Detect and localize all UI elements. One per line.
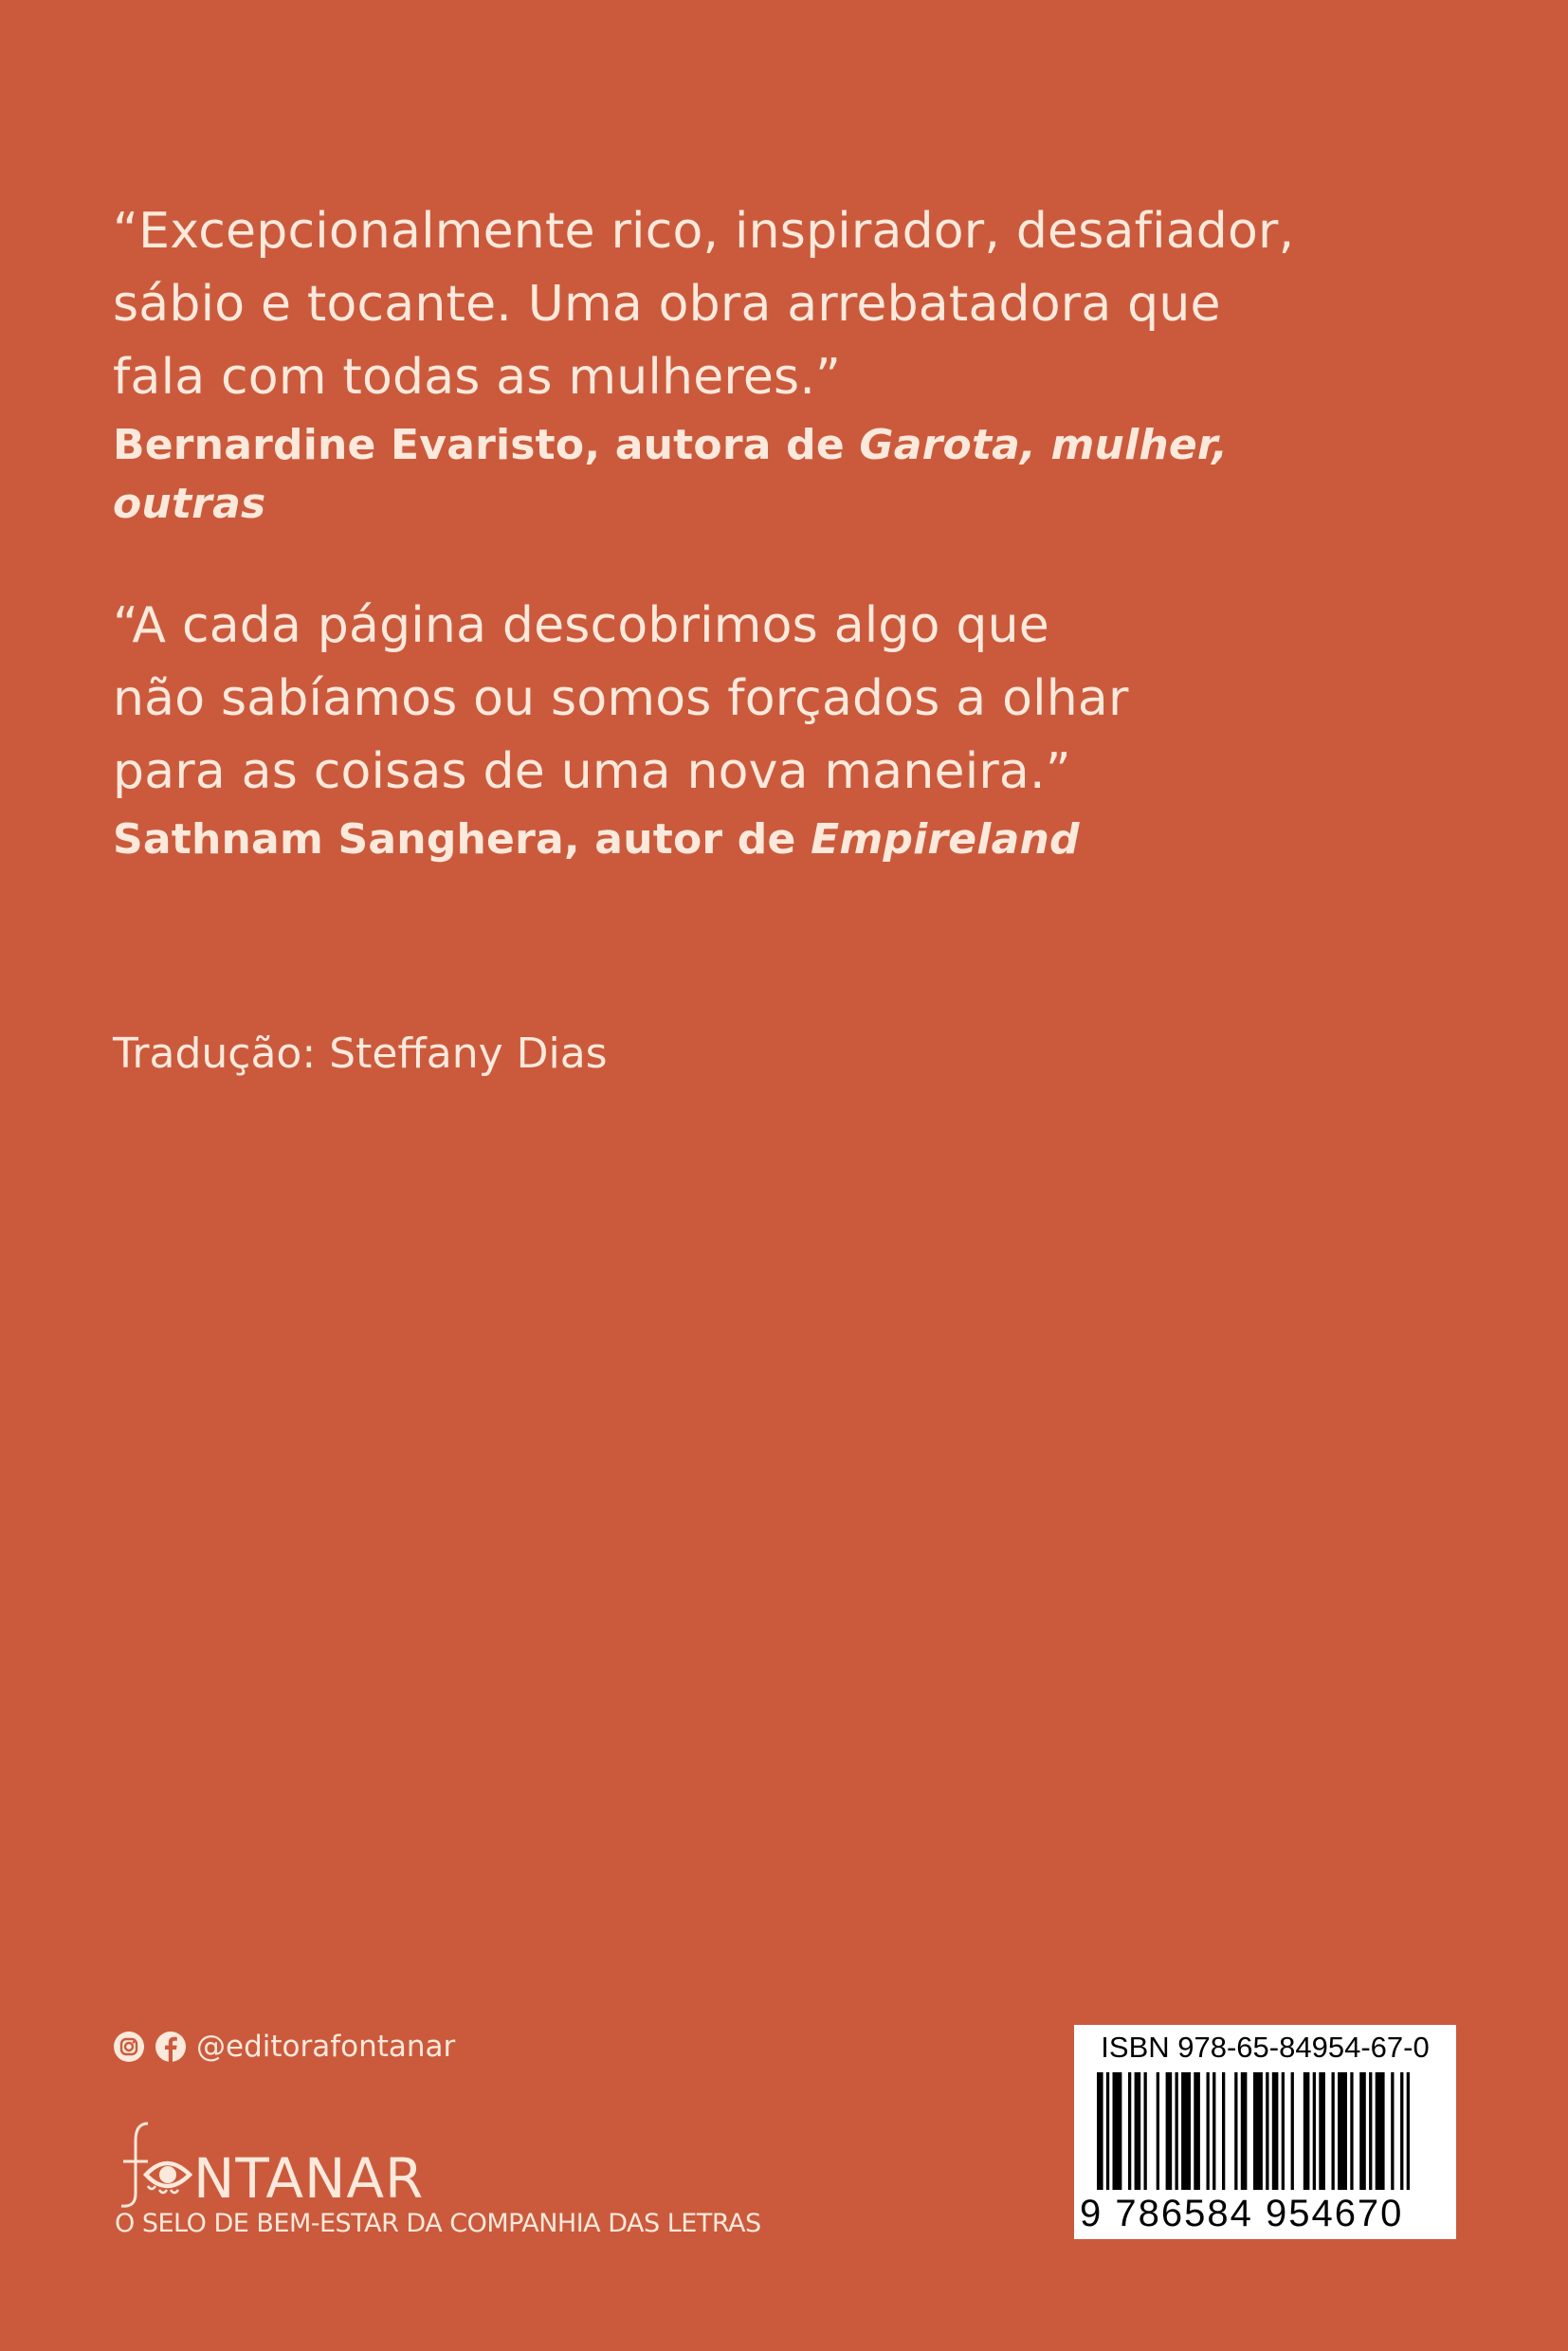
attribution-author: Sathnam Sanghera, autor de bbox=[113, 815, 811, 864]
barcode-bar bbox=[1332, 2072, 1335, 2190]
barcode-bar bbox=[1407, 2072, 1410, 2190]
social-handle-row bbox=[113, 2030, 455, 2064]
barcode-bar bbox=[1376, 2072, 1385, 2190]
barcode-bar bbox=[1135, 2072, 1141, 2190]
quote-attribution bbox=[113, 416, 1393, 534]
barcode-bar bbox=[1359, 2072, 1366, 2190]
quote-attribution bbox=[113, 811, 1393, 869]
barcode-bar bbox=[1207, 2072, 1210, 2190]
barcode-bar bbox=[1157, 2072, 1159, 2190]
barcode-bar bbox=[1400, 2072, 1403, 2190]
barcode-bar bbox=[1304, 2072, 1310, 2190]
barcode-bar bbox=[1338, 2072, 1347, 2190]
facebook-icon bbox=[155, 2031, 187, 2063]
quote-block-1 bbox=[113, 195, 1393, 534]
barcode-bar bbox=[1272, 2072, 1279, 2190]
quote-line: fala com todas as mulheres.” bbox=[113, 349, 842, 406]
isbn-label: ISBN 978-65-84954-67-0 bbox=[1101, 2031, 1430, 2064]
quote-line: não sabíamos ou somos forçados a olhar bbox=[113, 670, 1129, 727]
fontanar-logo bbox=[110, 2118, 470, 2216]
publisher-tagline: O SELO DE BEM-ESTAR DA COMPANHIA DAS LETRAS bbox=[115, 2209, 761, 2238]
quote-line: “Excepcionalmente rico, inspirador, desafiador, bbox=[113, 203, 1295, 260]
logo-wordmark: NTANAR bbox=[193, 2146, 425, 2211]
barcode-bar bbox=[1266, 2072, 1268, 2190]
barcode-bar bbox=[1128, 2072, 1131, 2190]
barcode-bar bbox=[1241, 2072, 1248, 2190]
barcode-bar bbox=[1391, 2072, 1394, 2190]
barcode-bar bbox=[1181, 2072, 1191, 2190]
isbn-barcode bbox=[1074, 2025, 1456, 2239]
barcode-bar bbox=[1282, 2072, 1285, 2190]
barcode-bar bbox=[1113, 2072, 1122, 2190]
barcode-bar bbox=[1222, 2072, 1225, 2190]
quote-line: “A cada página descobrimos algo que bbox=[113, 597, 1049, 654]
barcode-bar bbox=[1291, 2072, 1294, 2190]
barcode-bar bbox=[1166, 2072, 1173, 2190]
barcode-bar bbox=[1319, 2072, 1325, 2190]
barcode-bars bbox=[1097, 2072, 1434, 2190]
barcode-bar bbox=[1106, 2072, 1109, 2190]
barcode-bar bbox=[1369, 2072, 1372, 2190]
quote-block-2 bbox=[113, 590, 1393, 869]
barcode-bar bbox=[1212, 2072, 1215, 2190]
barcode-bar bbox=[1144, 2072, 1147, 2190]
quote-line: sábio e tocante. Uma obra arrebatadora que bbox=[113, 276, 1221, 333]
attribution-author: Bernardine Evaristo, autora de bbox=[113, 421, 860, 469]
attribution-work: Garota, mulher, outras bbox=[113, 421, 1229, 528]
barcode-bar bbox=[1176, 2072, 1178, 2190]
barcode-bar bbox=[1313, 2072, 1316, 2190]
barcode-bar bbox=[1194, 2072, 1200, 2190]
translator-credit: Tradução: Steffany Dias bbox=[113, 1030, 608, 1078]
attribution-work: Empireland bbox=[811, 815, 1080, 864]
barcode-bar bbox=[1253, 2072, 1263, 2190]
barcode-bar bbox=[1097, 2072, 1103, 2190]
barcode-bar bbox=[1234, 2072, 1237, 2190]
quote-line: para as coisas de uma nova maneira.” bbox=[113, 743, 1071, 800]
instagram-icon bbox=[113, 2031, 145, 2063]
social-handle: @editorafontanar bbox=[196, 2030, 456, 2064]
barcode-bar bbox=[1350, 2072, 1353, 2190]
barcode-digits: 9 786584 954670 bbox=[1080, 2193, 1404, 2234]
